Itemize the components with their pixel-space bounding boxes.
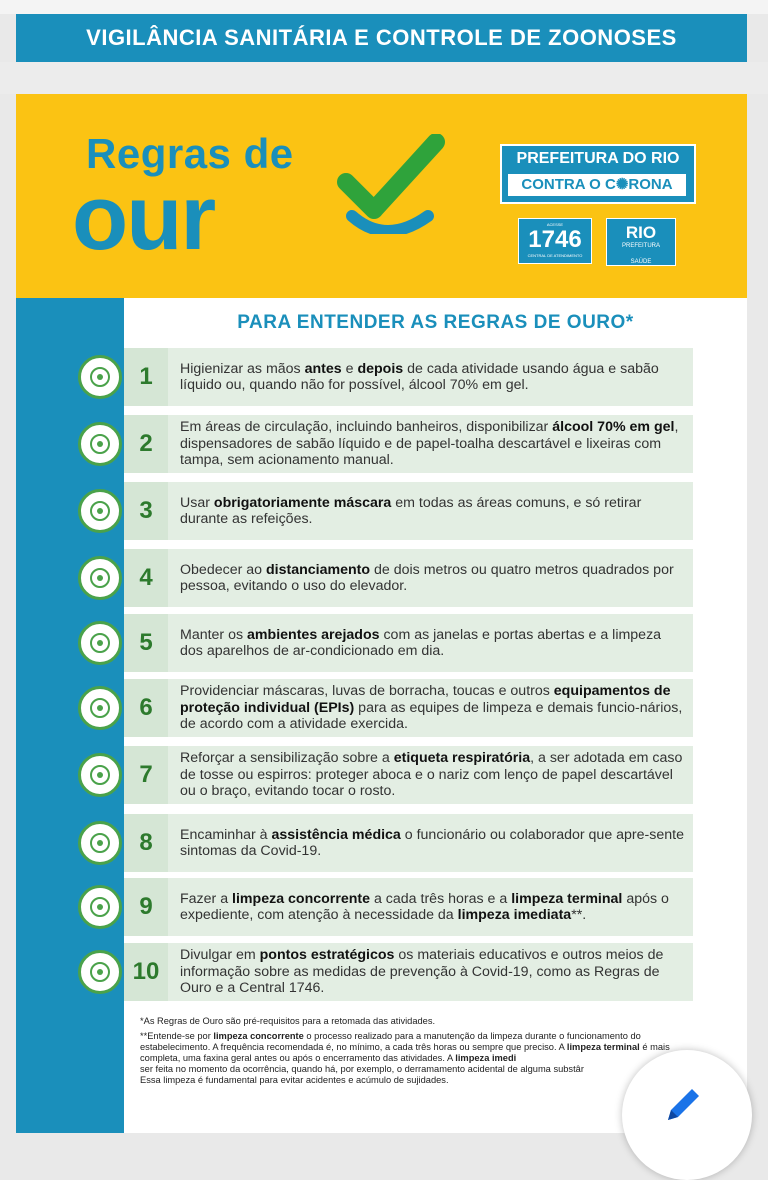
rule-number: 1 bbox=[139, 363, 153, 390]
rule-text-bold: limpeza imediata bbox=[457, 907, 572, 923]
rule-item bbox=[124, 943, 693, 1001]
sick-person-icon bbox=[78, 821, 122, 865]
rule-text-bold: pontos estratégicos bbox=[259, 947, 395, 964]
rule-item bbox=[124, 348, 693, 406]
rio-name: RIO bbox=[625, 223, 657, 242]
rule-text-part: e bbox=[341, 360, 358, 377]
rule-text-bold: distanciamento bbox=[265, 561, 371, 578]
rule-text-part: Providenciar máscaras, luvas de borracha, toucas e outros bbox=[180, 683, 554, 700]
billboard-icon bbox=[78, 950, 122, 994]
footnote-2-part: ser feita no momento da ocorrência, quando há, por exemplo, o derramamento acidental de alguma substâr bbox=[140, 1064, 584, 1074]
rule-item bbox=[124, 679, 693, 737]
footnote-2-part: **Entende-se por bbox=[140, 1031, 214, 1041]
rule-item bbox=[124, 746, 693, 804]
window-icon bbox=[78, 621, 122, 665]
rule-text bbox=[180, 679, 686, 737]
poster-title-line1: Regras de bbox=[86, 130, 294, 177]
rule-text bbox=[180, 415, 686, 473]
header-title: VIGILÂNCIA SANITÁRIA E CONTROLE DE ZOONOSES bbox=[86, 25, 677, 50]
rule-text-bold: antes bbox=[304, 360, 342, 377]
footnotes bbox=[140, 1016, 700, 1090]
poster-title-line2: our bbox=[72, 167, 215, 269]
rule-number: 5 bbox=[139, 629, 153, 656]
rule-text bbox=[180, 614, 686, 672]
rule-text-part: **. bbox=[571, 907, 587, 923]
rule-text bbox=[180, 549, 686, 607]
rule-text-part: com as janelas e portas abertas e a limpeza dos aparelhos de ar-condicionado em dia. bbox=[180, 626, 662, 659]
rule-text-part: Encaminhar à bbox=[180, 826, 272, 843]
rule-item bbox=[124, 415, 693, 473]
central-1746-number: 1746 bbox=[528, 226, 582, 253]
rule-text-part: após o expediente, com atenção à necessidade da bbox=[180, 890, 669, 923]
rule-text-bold: álcool 70% em gel bbox=[552, 419, 675, 436]
rule-number: 4 bbox=[139, 564, 153, 591]
rule-text-part: Obedecer ao bbox=[180, 561, 266, 578]
rule-text-part: para as equipes de limpeza e demais funcio-nários, de acordo com a atividade exercida. bbox=[180, 699, 683, 733]
rule-item bbox=[124, 549, 693, 607]
central-1746-sub: CENTRAL DE ATENDIMENTO bbox=[527, 253, 583, 258]
sanitizer-dispenser-icon bbox=[78, 422, 122, 466]
cough-etiquette-icon bbox=[78, 753, 122, 797]
rule-text-part: Usar bbox=[180, 494, 214, 511]
footnote-2-bold: limpeza concorrente bbox=[213, 1031, 304, 1041]
footnote-2-bold: limpeza terminal bbox=[566, 1042, 640, 1052]
rule-text bbox=[180, 878, 686, 936]
rule-text-bold: limpeza terminal bbox=[511, 890, 623, 907]
rule-text-part: a cada três horas e a bbox=[370, 890, 512, 907]
rule-text-part: os materiais educativos e outros meios de informação sobre as medidas de prevenção à Covid-19, como as Regras de Ouro e a Central 1746. bbox=[180, 947, 664, 997]
rule-text bbox=[180, 482, 686, 540]
rule-number: 10 bbox=[132, 958, 160, 985]
rule-text bbox=[180, 814, 686, 872]
rule-number: 6 bbox=[139, 694, 153, 721]
rule-text bbox=[180, 348, 686, 406]
rule-item bbox=[124, 482, 693, 540]
rule-text-part: Higienizar as mãos bbox=[180, 360, 305, 377]
distancing-people-icon bbox=[78, 556, 122, 600]
rio-prefeitura-badge bbox=[606, 218, 676, 266]
rule-text-part: em todas as áreas comuns, e só retirar durante as refeições. bbox=[180, 494, 642, 527]
footnote-2-part: é mais completa, uma faxina geral antes ou após o encerramento das atividades. A bbox=[140, 1042, 670, 1063]
rule-text-bold: assistência médica bbox=[271, 826, 401, 843]
page-header bbox=[16, 14, 747, 62]
footnote-2-bold: limpeza imedi bbox=[455, 1053, 517, 1063]
rule-text bbox=[180, 746, 686, 804]
rule-number: 8 bbox=[139, 829, 153, 856]
rule-text-part: de cada atividade usando água e sabão líquido ou, quando não for possível, álcool 70% em gel. bbox=[180, 360, 659, 393]
rule-text bbox=[180, 943, 686, 1001]
central-1746-top: ACESSE bbox=[546, 222, 564, 227]
rule-text-bold: ambientes arejados bbox=[247, 626, 380, 643]
footnote-1: *As Regras de Ouro são pré-requisitos para a retomada das atividades. bbox=[140, 1016, 436, 1026]
prefeitura-line2: CONTRA O C✺RONA bbox=[508, 174, 686, 196]
hand-washing-icon bbox=[78, 355, 122, 399]
protective-worker-icon bbox=[78, 686, 122, 730]
rule-text-part: Manter os bbox=[180, 626, 248, 643]
face-mask-icon bbox=[78, 489, 122, 533]
top-strip bbox=[0, 0, 768, 14]
rule-text-bold: obrigatoriamente máscara bbox=[213, 494, 392, 511]
rule-number: 3 bbox=[139, 497, 153, 524]
rule-text-part: Divulgar em bbox=[180, 947, 260, 964]
rule-text-bold: limpeza concorrente bbox=[232, 890, 371, 907]
rule-item bbox=[124, 878, 693, 936]
poster-banner bbox=[16, 94, 747, 298]
rule-text-part: , dispensadores de sabão líquido e de papel-toalha descartável e lixeiras com tampa, sem acionamento manual. bbox=[180, 419, 679, 469]
rule-text-bold: equipamentos de proteção individual (EPIs) bbox=[180, 683, 671, 716]
rule-number: 9 bbox=[139, 893, 153, 920]
rule-text-bold: depois bbox=[357, 360, 404, 377]
rio-sub2: SAÚDE bbox=[630, 259, 652, 265]
rule-text-part: Fazer a bbox=[180, 890, 233, 907]
rule-number: 7 bbox=[139, 761, 153, 788]
footnote-2-part: Essa limpeza é fundamental para evitar acidentes e acúmulo de sujidades. bbox=[140, 1075, 449, 1085]
footnote-2-part: o processo realizado para a manutenção da limpeza durante o funcionamento do estabelecimento. A frequência recomendada é, no mínimo, a cada três horas ou sempre que preciso. A bbox=[140, 1031, 641, 1052]
rule-number: 2 bbox=[139, 430, 153, 457]
spacer bbox=[0, 62, 768, 94]
rio-sub: PREFEITURA bbox=[621, 243, 660, 249]
prefeitura-logo bbox=[500, 144, 696, 204]
rule-text-part: , a ser adotada em caso de tosse ou espirros: proteger aboca e o nariz com lenço de papel descartável ou o braço, evitando tocar o rosto. bbox=[180, 750, 683, 800]
rule-text-part: Em áreas de circulação, incluindo banheiros, disponibilizar bbox=[180, 419, 553, 436]
rule-text-bold: etiqueta respiratória bbox=[393, 750, 531, 767]
checkmark-icon bbox=[336, 134, 446, 234]
poster-subtitle: PARA ENTENDER AS REGRAS DE OURO* bbox=[237, 312, 634, 333]
central-1746-badge bbox=[518, 218, 592, 264]
pencil-icon bbox=[658, 1080, 708, 1130]
footnote-2 bbox=[140, 1031, 700, 1086]
prefeitura-line1: PREFEITURA DO RIO bbox=[516, 150, 680, 167]
rule-text-part: o funcionário ou colaborador que apre-sente sintomas da Covid-19. bbox=[180, 826, 684, 859]
cleaning-supplies-icon bbox=[78, 885, 122, 929]
rule-item bbox=[124, 614, 693, 672]
poster-image bbox=[16, 94, 747, 1133]
rule-text-part: Reforçar a sensibilização sobre a bbox=[180, 750, 394, 767]
rule-item bbox=[124, 814, 693, 872]
edit-fab-button[interactable] bbox=[622, 1050, 752, 1180]
rule-text-part: de dois metros ou quatro metros quadrados por pessoa, evitando o uso do elevador. bbox=[180, 561, 674, 594]
